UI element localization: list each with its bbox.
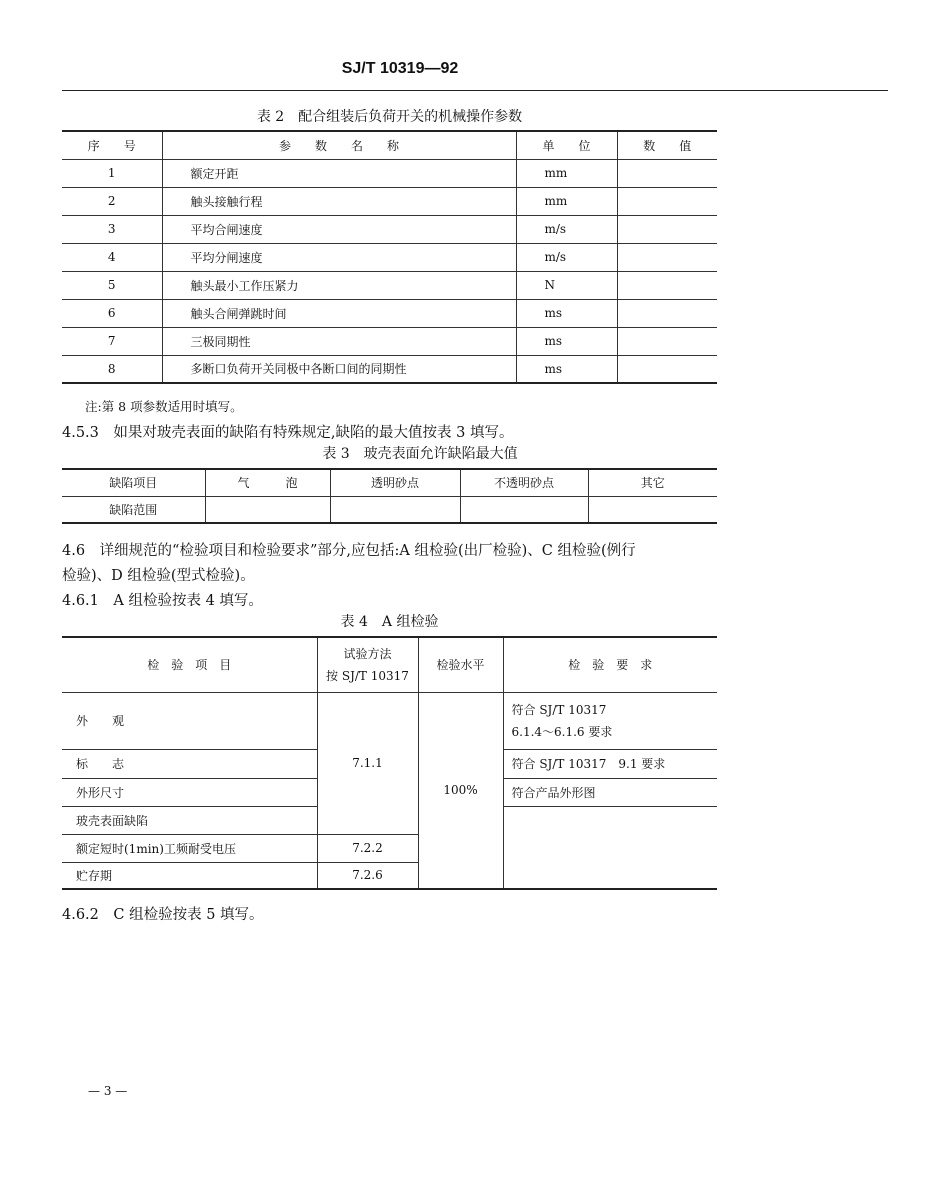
- parameter-name: 三极同期性: [162, 327, 516, 355]
- row-number: 6: [62, 299, 162, 327]
- value: [617, 187, 717, 215]
- t4-method: 7.2.2: [317, 834, 418, 862]
- table2-note: 注:第 8 项参数适用时填写。: [85, 399, 243, 414]
- value: [617, 355, 717, 383]
- parameter-name: 平均分闸速度: [162, 243, 516, 271]
- table2-mechanical-parameters: [62, 130, 717, 384]
- t3-row-label: 缺陷范围: [62, 496, 205, 523]
- t3-cell: [460, 496, 588, 523]
- unit: ms: [516, 327, 617, 355]
- t4-header-item: 检 验 项 目: [62, 637, 317, 692]
- table2-caption: 表 2 配合组装后负荷开关的机械操作参数: [256, 109, 523, 125]
- t4-item: 外 观: [62, 692, 317, 749]
- table4-group-a-inspection: [62, 636, 717, 890]
- value: [617, 271, 717, 299]
- table-row: [62, 187, 717, 215]
- parameter-name: 触头接触行程: [162, 187, 516, 215]
- col-header-value: 数 值: [617, 131, 717, 159]
- t4-header-req: 检 验 要 求: [503, 637, 717, 692]
- t4-method: 7.1.1: [317, 692, 418, 834]
- unit: mm: [516, 159, 617, 187]
- t3-header-other: 其它: [588, 469, 717, 496]
- t4-item: 玻壳表面缺陷: [62, 806, 317, 834]
- parameter-name: 平均合闸速度: [162, 215, 516, 243]
- parameter-name: 多断口负荷开关同极中各断口间的同期性: [162, 355, 516, 383]
- t3-cell: [330, 496, 460, 523]
- page-number: — 3 —: [88, 1084, 128, 1098]
- para-4-6-2: 4.6.2 C 组检验按表 5 填写。: [62, 907, 264, 923]
- para-4-5-3: 4.5.3 如果对玻壳表面的缺陷有特殊规定,缺陷的最大值按表 3 填写。: [62, 425, 514, 441]
- parameter-name: 触头最小工作压紧力: [162, 271, 516, 299]
- t4-req-l2: 6.1.4～6.1.6 要求: [511, 724, 613, 739]
- row-number: 1: [62, 159, 162, 187]
- t4-method: 7.2.6: [317, 862, 418, 889]
- document-number: SJ/T 10319—92: [341, 60, 459, 77]
- table-row: [62, 215, 717, 243]
- t4-req: 符合产品外形图: [503, 778, 717, 806]
- row-number: 3: [62, 215, 162, 243]
- row-number: 4: [62, 243, 162, 271]
- row-number: 5: [62, 271, 162, 299]
- col-header-no: 序 号: [62, 131, 162, 159]
- t4-req-empty: [503, 806, 717, 889]
- table4-caption: 表 4 A 组检验: [340, 614, 439, 630]
- value: [617, 299, 717, 327]
- table-row: [62, 271, 717, 299]
- para-4-6-line1: 4.6 详细规范的“检验项目和检验要求”部分,应包括:A 组检验(出厂检验)、C 组检验(例行: [62, 543, 636, 559]
- value: [617, 215, 717, 243]
- parameter-name: 额定开距: [162, 159, 516, 187]
- t4-item: 额定短时(1min)工频耐受电压: [62, 834, 317, 862]
- row-number: 2: [62, 187, 162, 215]
- col-header-unit: 单 位: [516, 131, 617, 159]
- value: [617, 159, 717, 187]
- t4-item: 标 志: [62, 749, 317, 778]
- t3-header-bubble: 气 泡: [205, 469, 330, 496]
- value: [617, 243, 717, 271]
- t4-req: 符合 SJ/T 10317 9.1 要求: [503, 749, 717, 778]
- unit: ms: [516, 299, 617, 327]
- t4-header-method-l2: 按 SJ/T 10317: [326, 668, 409, 683]
- unit: ms: [516, 355, 617, 383]
- t3-header-item: 缺陷项目: [62, 469, 205, 496]
- unit: m/s: [516, 243, 617, 271]
- table3-glass-defects: [62, 468, 717, 524]
- col-header-name: 参 数 名 称: [162, 131, 516, 159]
- t3-header-opaque: 不透明砂点: [460, 469, 588, 496]
- t4-req-l1: 符合 SJ/T 10317: [511, 702, 607, 717]
- t4-req: [503, 692, 717, 749]
- para-4-6-1: 4.6.1 A 组检验按表 4 填写。: [62, 593, 263, 609]
- row-number: 7: [62, 327, 162, 355]
- t4-header-level: 检验水平: [418, 637, 503, 692]
- unit: m/s: [516, 215, 617, 243]
- table-row: [62, 355, 717, 383]
- t3-cell: [205, 496, 330, 523]
- t4-item: 贮存期: [62, 862, 317, 889]
- t4-item: 外形尺寸: [62, 778, 317, 806]
- unit: mm: [516, 187, 617, 215]
- table-row: [62, 159, 717, 187]
- value: [617, 327, 717, 355]
- table-row: [62, 243, 717, 271]
- unit: N: [516, 271, 617, 299]
- para-4-6-line2: 检验)、D 组检验(型式检验)。: [62, 568, 255, 584]
- table-row: [62, 299, 717, 327]
- t4-header-method-l1: 试验方法: [343, 646, 392, 661]
- table3-caption: 表 3 玻壳表面允许缺陷最大值: [322, 446, 518, 462]
- t3-header-transparent: 透明砂点: [330, 469, 460, 496]
- table-row: [62, 327, 717, 355]
- header-rule: [62, 90, 888, 91]
- t4-header-method: [317, 637, 418, 692]
- row-number: 8: [62, 355, 162, 383]
- t4-level: 100%: [418, 692, 503, 889]
- parameter-name: 触头合闸弹跳时间: [162, 299, 516, 327]
- t3-cell: [588, 496, 717, 523]
